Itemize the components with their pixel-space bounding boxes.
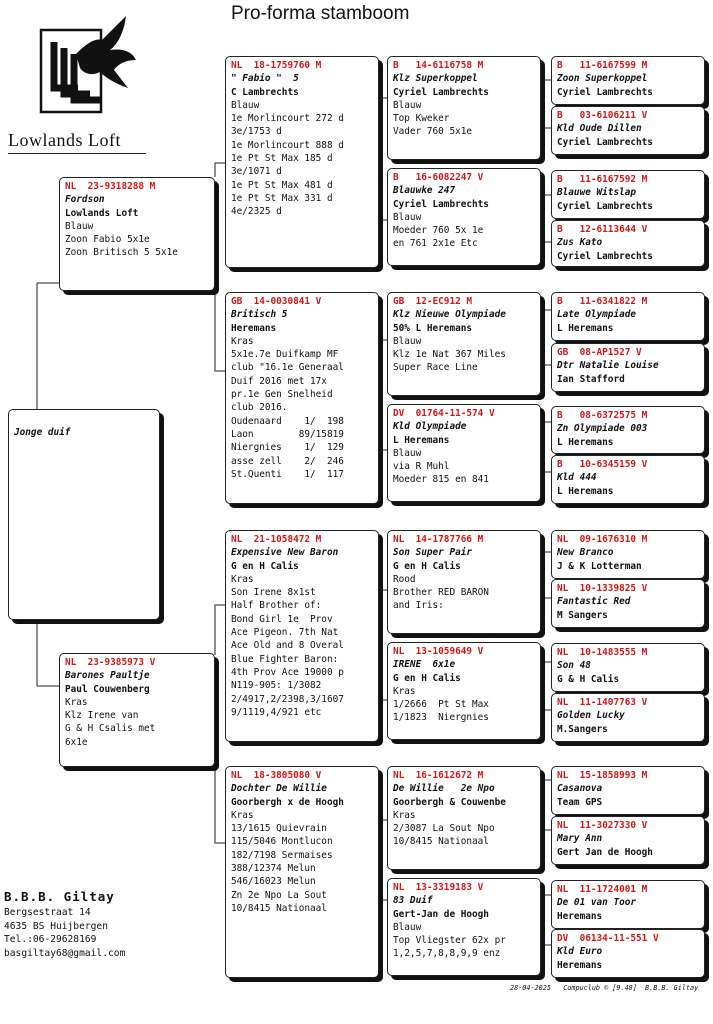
pigeon-info-line: Moeder 815 en 841	[393, 474, 489, 486]
pigeon-info-line: G & H Csalis met	[65, 723, 156, 735]
ring-number: GB 08-AP1527 V	[557, 347, 642, 358]
ggp-card-1[interactable]	[551, 56, 705, 105]
ring-number: GB 14-0030841 V	[231, 296, 322, 307]
pigeon-info-line: 4th Prov Ace 19000 p	[231, 666, 344, 678]
pigeon-owner: C Lambrechts	[231, 86, 299, 98]
footer-credit: 28-04-2025 Compuclub © [9.48] B.B.B. Giltay	[510, 984, 699, 992]
pigeon-info-line: 2/3087 La Sout Npo	[393, 823, 495, 835]
pigeon-info-line: Moeder 760 5x 1e	[393, 225, 484, 237]
pigeon-name: Kld Oude Dillen	[557, 123, 642, 135]
ring-number: B 10-6345159 V	[557, 459, 648, 470]
pigeon-name: Zn Olympiade 003	[557, 423, 648, 435]
pigeon-info-line: 1e Pt St Max 331 d	[231, 192, 333, 204]
pigeon-info-line: 13/1615 Quievrain	[231, 823, 327, 835]
pigeon-info-line: Laon 89/15819	[231, 428, 344, 440]
ring-number: B 11-6167599 M	[557, 60, 648, 71]
pigeon-name: Golden Lucky	[557, 710, 625, 722]
pigeon-info-line: 1e Pt St Max 185 d	[231, 153, 333, 165]
pigeon-owner: Cyriel Lambrechts	[557, 136, 653, 148]
pigeon-info-line: Vader 760 5x1e	[393, 126, 473, 138]
pigeon-info-line: N119-905: 1/3082	[231, 680, 322, 692]
pigeon-name: Late Olympiade	[557, 309, 637, 321]
pigeon-name: Fordson	[65, 194, 105, 206]
pigeon-owner: L Heremans	[557, 485, 614, 497]
pigeon-name: 83 Duif	[393, 895, 433, 907]
pigeon-info-line: 6x1e	[65, 736, 88, 748]
pigeon-name: Blauwke 247	[393, 185, 456, 197]
breeder-name: B.B.B. Giltay	[4, 889, 115, 904]
dam-dam-card[interactable]	[225, 766, 379, 978]
ring-number: B 03-6106211 V	[557, 110, 648, 121]
pigeon-info-line: club 2016.	[231, 402, 288, 414]
pigeon-info-line: Zoon Britisch 5 5x1e	[65, 247, 178, 259]
dam-card[interactable]	[59, 653, 215, 767]
pigeon-info-line: Blauw	[393, 211, 422, 223]
pigeon-info-line: 1/2666 Pt St Max	[393, 699, 489, 711]
pigeon-name: De Willie 2e Npo	[393, 783, 495, 795]
pigeon-info-line: Niergnies 1/ 129	[231, 442, 344, 454]
ring-number: GB 12-EC912 M	[393, 296, 473, 307]
pigeon-owner: Goorbergh x de Hoogh	[231, 796, 344, 808]
ggp-card-16[interactable]	[551, 929, 705, 978]
dam-sire-sire-card[interactable]	[387, 530, 541, 634]
ggp-card-15[interactable]	[551, 880, 705, 929]
pigeon-info-line: Oudenaard 1/ 198	[231, 415, 344, 427]
ring-number: B 08-6372575 M	[557, 410, 648, 421]
pigeon-name: Expensive New Baron	[231, 547, 339, 559]
pigeon-info-line: 1e Morlincourt 272 d	[231, 113, 344, 125]
pigeon-info-line: 1e Pt St Max 481 d	[231, 179, 333, 191]
pigeon-owner: M Sangers	[557, 609, 608, 621]
pigeon-owner: Ian Stafford	[557, 373, 625, 385]
pigeon-owner: Heremans	[557, 910, 603, 922]
ggp-card-2[interactable]	[551, 106, 705, 155]
dam-sire-dam-card[interactable]	[387, 642, 541, 740]
pigeon-name: Son 48	[557, 660, 591, 672]
pigeon-owner: Heremans	[231, 322, 277, 334]
pigeon-name: New Branco	[557, 547, 614, 559]
ring-number: NL 11-1407763 V	[557, 697, 648, 708]
pigeon-owner: Cyriel Lambrechts	[393, 198, 489, 210]
pigeon-info-line: 1/1823 Niergnies	[393, 712, 489, 724]
pigeon-name: Dochter De Willie	[231, 783, 327, 795]
pigeon-info-line: 3e/1753 d	[231, 126, 282, 138]
pigeon-name: Zus Kato	[557, 237, 603, 249]
pigeon-info-line: Blauw	[65, 220, 94, 232]
pigeon-owner: Cyriel Lambrechts	[393, 86, 489, 98]
ggp-card-5[interactable]	[551, 292, 705, 341]
ring-number: NL 23-9318288 M	[65, 181, 156, 192]
ring-number: NL 10-1483555 M	[557, 647, 648, 658]
sire-sire-sire-card[interactable]	[387, 56, 541, 160]
ring-number: NL 11-1724001 M	[557, 884, 648, 895]
pigeon-info-line: and Iris:	[393, 600, 444, 612]
pigeon-info-line: 5x1e.7e Duifkamp MF	[231, 349, 339, 361]
pigeon-owner: G en H Calis	[393, 560, 461, 572]
pigeon-info-line: 388/12374 Melun	[231, 863, 316, 875]
pigeon-owner: Paul Couwenberg	[65, 683, 150, 695]
pigeon-info-line: Kras	[231, 573, 254, 585]
pigeon-info-line: Blue Fighter Baron:	[231, 653, 339, 665]
breeder-contact	[4, 888, 125, 960]
ring-number: NL 09-1676310 M	[557, 534, 648, 545]
dam-dam-sire-card[interactable]	[387, 766, 541, 870]
ggp-card-10[interactable]	[551, 579, 705, 628]
subject-name: Jonge duif	[14, 427, 71, 438]
pigeon-name: Kld Euro	[557, 946, 603, 958]
pigeon-owner: L Heremans	[393, 434, 450, 446]
pigeon-info-line: 1e Morlincourt 888 d	[231, 139, 344, 151]
pigeon-name: Dtr Natalie Louise	[557, 360, 659, 372]
ring-number: NL 10-1339825 V	[557, 583, 648, 594]
breeder-street: Bergsestraat 14	[4, 907, 91, 918]
pigeon-info-line: Son Irene 8x1st	[231, 587, 316, 599]
ggp-card-12[interactable]	[551, 693, 705, 742]
pigeon-owner: M.Sangers	[557, 723, 608, 735]
pigeon-info-line: Brother RED BARON	[393, 587, 489, 599]
pigeon-owner: G en H Calis	[393, 672, 461, 684]
pigeon-name: Barones Paultje	[65, 670, 150, 682]
pigeon-info-line: Rood	[393, 573, 416, 585]
ggp-card-7[interactable]	[551, 406, 705, 454]
ggp-card-3[interactable]	[551, 170, 705, 219]
pigeon-name: Kld Olympiade	[393, 421, 467, 433]
pigeon-info-line: Blauw	[393, 335, 422, 347]
pigeon-name: Klz Nieuwe Olympiade	[393, 309, 506, 321]
pigeon-info-line: Duif 2016 met 17x	[231, 375, 327, 387]
pigeon-info-line: 4e/2325 d	[231, 206, 282, 218]
ring-number: NL 18-3805080 V	[231, 770, 322, 781]
breeder-email[interactable]: basgiltay68@gmail.com	[4, 947, 126, 959]
pigeon-info-line: Blauw	[393, 921, 422, 933]
pigeon-info-line: Blauw	[393, 447, 422, 459]
pigeon-owner: Team GPS	[557, 796, 603, 808]
ggp-card-13[interactable]	[551, 766, 705, 815]
pigeon-info-line: Bond Girl 1e Prov	[231, 613, 333, 625]
pigeon-info-line: Kras	[393, 685, 416, 697]
subject-card[interactable]	[8, 409, 160, 620]
pigeon-owner: J & K Lotterman	[557, 560, 642, 572]
pigeon-owner: Lowlands Loft	[65, 207, 139, 219]
ggp-card-6[interactable]	[551, 343, 705, 392]
pigeon-owner: L Heremans	[557, 322, 614, 334]
pigeon-info-line: Blauw	[231, 99, 260, 111]
pigeon-info-line: Kras	[393, 809, 416, 821]
pigeon-owner: Cyriel Lambrechts	[557, 86, 653, 98]
sire-card[interactable]	[59, 177, 215, 291]
pigeon-info-line: club "16.1e Generaal	[231, 362, 344, 374]
pigeon-name: Mary Ann	[557, 833, 603, 845]
pigeon-name: Blauwe Witslap	[557, 187, 637, 199]
ring-number: NL 14-1787766 M	[393, 534, 484, 545]
pigeon-name: " Fabio " 5	[231, 73, 299, 85]
breeder-city: 4635 BS Huijbergen	[4, 920, 108, 932]
pigeon-name: IRENE 6x1e	[393, 659, 456, 671]
dam-dam-dam-card[interactable]	[387, 878, 541, 976]
pigeon-info-line: Zoon Fabio 5x1e	[65, 234, 150, 246]
ring-number: NL 13-1059649 V	[393, 646, 484, 657]
pigeon-name: De 01 van Toor	[557, 897, 637, 909]
pigeon-info-line: Super Race Line	[393, 362, 478, 374]
ring-number: DV 06134-11-551 V	[557, 933, 659, 944]
pigeon-info-line: Kras	[231, 809, 254, 821]
pigeon-name: Fantastic Red	[557, 596, 631, 608]
pigeon-info-line: Ace Old and 8 Overal	[231, 640, 344, 652]
pigeon-info-line: en 761 2x1e Etc	[393, 238, 478, 250]
sire-sire-dam-card[interactable]	[387, 168, 541, 266]
pigeon-info-line: Klz 1e Nat 367 Miles	[393, 349, 506, 361]
pigeon-info-line: asse zell 2/ 246	[231, 455, 344, 467]
pigeon-owner: L Heremans	[557, 436, 614, 448]
pigeon-name: Britisch 5	[231, 309, 288, 321]
ggp-card-14[interactable]	[551, 816, 705, 865]
pigeon-name: Son Super Pair	[393, 547, 473, 559]
pigeon-info-line: Blauw	[393, 99, 422, 111]
pigeon-info-line: Half Brother of:	[231, 600, 322, 612]
pigeon-owner: Goorbergh & Couwenbe	[393, 796, 506, 808]
pigeon-info-line: 546/16023 Melun	[231, 876, 316, 888]
sire-dam-card[interactable]	[225, 292, 379, 504]
pigeon-owner: Gert-Jan de Hoogh	[393, 908, 489, 920]
ring-number: NL 13-3319183 V	[393, 882, 484, 893]
pigeon-info-line: pr.1e Gen Snelheid	[231, 389, 333, 401]
ring-number: NL 18-1759760 M	[231, 60, 322, 71]
pigeon-owner: 50% L Heremans	[393, 322, 473, 334]
pigeon-info-line: 10/8415 Nationaal	[393, 836, 489, 848]
pigeon-owner: Heremans	[557, 959, 603, 971]
breeder-phone: Tel.:06-29628169	[4, 934, 97, 946]
pigeon-info-line: 1,2,5,7,8,8,9,9 enz	[393, 948, 501, 960]
pigeon-name: Klz Superkoppel	[393, 73, 478, 85]
ring-number: B 11-6167592 M	[557, 174, 648, 185]
ring-number: B 14-6116758 M	[393, 60, 484, 71]
pigeon-info-line: Kras	[231, 335, 254, 347]
pigeon-info-line: Top Vliegster 62x pr	[393, 935, 506, 947]
pigeon-info-line: 3e/1071 d	[231, 166, 282, 178]
ring-number: NL 16-1612672 M	[393, 770, 484, 781]
pigeon-name: Kld 444	[557, 472, 597, 484]
ring-number: NL 23-9385973 V	[65, 657, 156, 668]
ggp-card-4[interactable]	[551, 220, 705, 267]
logo-text: Lowlands Loft	[8, 130, 121, 150]
pigeon-name: Zoon Superkoppel	[557, 73, 648, 85]
pigeon-owner: Cyriel Lambrechts	[557, 200, 653, 212]
pigeon-owner: G & H Calis	[557, 673, 620, 685]
pigeon-info-line: 115/5046 Montlucon	[231, 836, 333, 848]
pigeon-info-line: Ace Pigeon. 7th Nat	[231, 627, 339, 639]
ring-number: B 12-6113644 V	[557, 224, 648, 235]
ring-number: B 11-6341822 M	[557, 296, 648, 307]
pigeon-info-line: 2/4917,2/2398,3/1607	[231, 693, 344, 705]
ggp-card-8[interactable]	[551, 455, 705, 504]
pigeon-info-line: Kras	[65, 696, 88, 708]
ggp-card-11[interactable]	[551, 643, 705, 692]
pigeon-info-line: Klz Irene van	[65, 710, 139, 722]
sire-sire-card[interactable]	[225, 56, 379, 268]
pigeon-owner: G en H Calis	[231, 560, 299, 572]
pigeon-info-line: 9/1119,4/921 etc	[231, 706, 322, 718]
pigeon-owner: Gert Jan de Hoogh	[557, 846, 653, 858]
page-title: Pro-forma stamboom	[231, 3, 410, 24]
pigeon-owner: Cyriel Lambrechts	[557, 250, 653, 262]
pigeon-info-line: 10/8415 Nationaal	[231, 902, 327, 914]
ring-number: NL 15-1858993 M	[557, 770, 648, 781]
ring-number: NL 11-3027330 V	[557, 820, 648, 831]
pigeon-info-line: Zn 2e Npo La Sout	[231, 889, 327, 901]
pigeon-info-line: via R Muhl	[393, 461, 450, 473]
sire-dam-dam-card[interactable]	[387, 404, 541, 502]
pigeon-name: Casanova	[557, 783, 603, 795]
pigeon-info-line: 182/7198 Sermaises	[231, 849, 333, 861]
dam-sire-card[interactable]	[225, 530, 379, 742]
sire-dam-sire-card[interactable]	[387, 292, 541, 396]
ring-number: B 16-6082247 V	[393, 172, 484, 183]
pigeon-info-line: Top Kweker	[393, 113, 450, 125]
ggp-card-9[interactable]	[551, 530, 705, 579]
ring-number: NL 21-1058472 M	[231, 534, 322, 545]
pigeon-info-line: St.Quenti 1/ 117	[231, 468, 344, 480]
ring-number: DV 01764-11-574 V	[393, 408, 495, 419]
